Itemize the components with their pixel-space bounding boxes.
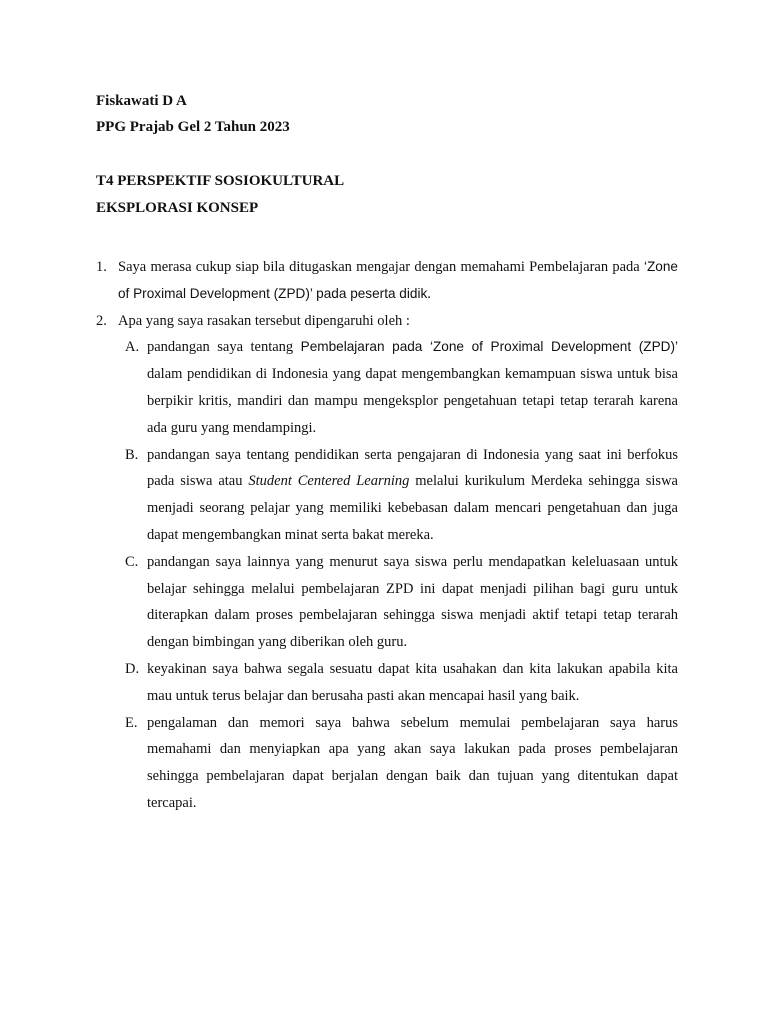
sub-item-e: [118, 710, 678, 817]
sub-letter: B.: [125, 446, 139, 463]
numbered-list: [96, 254, 678, 817]
sub-c-text: pandangan saya lainnya yang menurut saya siswa perlu mendapatkan keleluasaan untuk belajar sehingga melalui pembelajaran ZPD ini dapat menjadi pilihan bagi guru untuk diterapkan dalam proses pembelajaran sehingga siswa menjadi aktif tetapi tetap terarah dengan bimbingan yang diberikan oleh guru.: [147, 553, 678, 651]
program-line: PPG Prajab Gel 2 Tahun 2023: [96, 119, 290, 135]
sub-b-text-end: melalui kurikulum Merdeka sehingga siswa menjadi seorang pelajar yang memiliki kebebasan dalam mencari pengetahuan dan juga dapat mengembangkan minat serta bakat mereka.: [147, 473, 678, 543]
sub-letter: D.: [125, 660, 140, 677]
sub-b-text-start: pandangan saya tentang pendidikan serta pengajaran di Indonesia yang saat ini berfokus pada siswa atau: [147, 446, 678, 490]
sub-b-emphasis: Student Centered Learning: [248, 473, 410, 490]
item-1-text: Saya merasa cukup siap bila ditugaskan mengajar dengan memahami Pembelajaran pada: [118, 259, 640, 275]
sub-e-text: pengalaman dan memori saya bahwa sebelum memulai pembelajaran saya harus memahami dan menyiapkan apa yang akan saya lakukan pada proses pembelajaran sehingga pembelajaran dapat berjalan dengan baik dan tujuan yang ditentukan dapat tercapai.: [147, 714, 678, 811]
lettered-list: [118, 334, 678, 816]
list-number: 1.: [96, 259, 107, 275]
list-item-1: [96, 254, 678, 308]
item-2-text: Apa yang saya rasakan tersebut dipengaruhi oleh :: [118, 312, 410, 329]
sub-item-a: [118, 334, 678, 441]
sub-item-d: [118, 656, 678, 710]
sub-a-text-end: dalam pendidikan di Indonesia yang dapat mengembangkan kemampuan siswa untuk bisa berpikir kritis, mandiri dan mampu mengeksplor pengetahuan tetapi tetap terarah karena ada guru yang mendampingi.: [147, 366, 678, 436]
sub-item-b: [118, 442, 678, 549]
sub-item-c: [118, 549, 678, 656]
sub-letter: C.: [125, 553, 139, 570]
author-name: Fiskawati D A: [96, 93, 187, 109]
sub-d-text: keyakinan saya bahwa segala sesuatu dapat kita usahakan dan kita lakukan apabila kita mau untuk terus belajar dan berusaha pasti akan mencapai hasil yang baik.: [147, 660, 678, 704]
sub-a-text-start: pandangan saya tentang: [147, 339, 301, 356]
topic-heading: T4 PERSPEKTIF SOSIOKULTURAL: [96, 173, 345, 189]
item-1-zpd-text: ‘Zone of Proximal Development (ZPD)’ pada peserta didik: [118, 259, 678, 301]
section-heading: EKSPLORASI KONSEP: [96, 200, 259, 216]
sub-a-zpd-text: Pembelajaran pada ‘Zone of Proximal Development (ZPD)’: [300, 339, 678, 355]
list-item-2: [96, 308, 678, 817]
sub-letter: E.: [125, 714, 138, 731]
sub-letter: A.: [125, 339, 140, 356]
list-number: 2.: [96, 312, 107, 329]
item-1-period: .: [427, 285, 431, 302]
